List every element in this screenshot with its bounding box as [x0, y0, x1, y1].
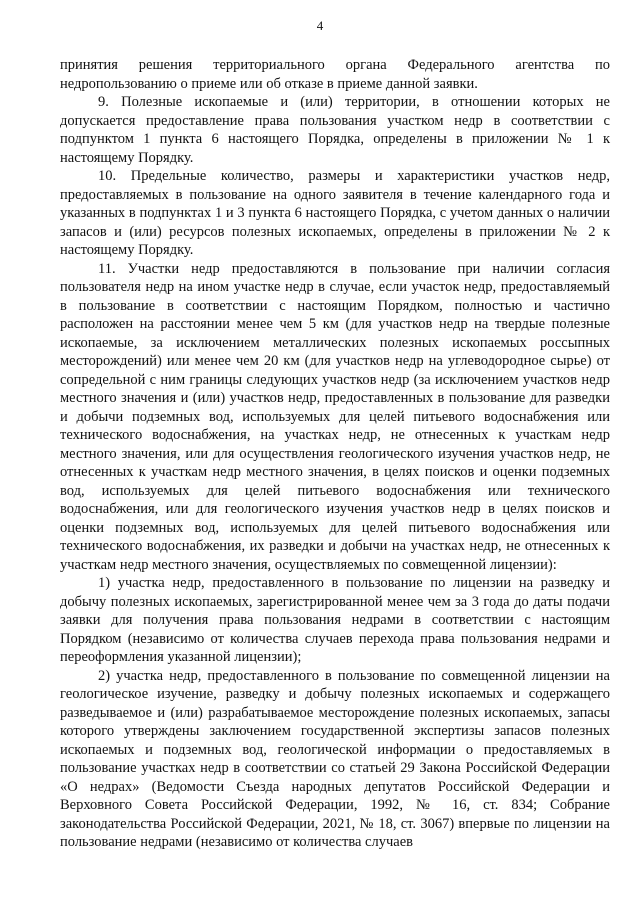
paragraph-11: 11. Участки недр предоставляются в пользование при наличии согласия пользователя недр на ином участке недр в случае, если участок недр, предоставляемый в пользование в соответствии с настоящим Порядком, полностью и частично расположен на расстоянии менее чем 5 км (для участков недр на твердые полезные ископаемые, за исключением металлических полезных ископаемых россыпных месторождений) или менее чем 20 км (для участков недр на углеводородное сырье) от сопредельной с ним границы следующих участков недр (за исключением участков недр местного значения и (или) участков недр, предоставленных в пользование для разведки и добычи подземных вод, используемых для целей питьевого водоснабжения или технического водоснабжения, на участках недр, не отнесенных к участкам недр местного значения, или для осуществления геологического изучения участков недр, не отнесенных к участкам недр местного значения, в целях поисков и оценки подземных вод, используемых для целей питьевого водоснабжения или технического водоснабжения, или для геологического изучения участков недр в целях поисков и оценки подземных вод, используемых для целей питьевого водоснабжения или технического водоснабжения, их разведки и добычи на участках недр, не отнесенных к участкам недр местного значения, осуществляемых по совмещенной лицензии):: [60, 260, 610, 573]
paragraph-10: 10. Предельные количество, размеры и характеристики участков недр, предоставляемых в пользование на одного заявителя в течение календарного года и указанных в подпунктах 1 и 3 пункта 6 настоящего Порядка, с учетом данных о наличии запасов и (или) ресурсов полезных ископаемых, определены в приложении № 2 к настоящему Порядку.: [60, 168, 610, 258]
page-number: 4: [316, 18, 324, 33]
subparagraph-2: 2) участка недр, предоставленного в пользование по совмещенной лицензии на геологическое изучение, разведку и добычу полезных ископаемых и содержащего разведываемое и (или) разрабатываемое месторождение полезных ископаемых, запасы которого утверждены заключением государственной экспертизы запасов полезных ископаемых и подземных вод, геологической информации о предоставляемых в пользование участках недр в соответствии со статьей 29 Закона Российской Федерации «О недрах» (Ведомости Съезда народных депутатов Российской Федерации и Верховного Совета Российской Федерации, 1992, № 16, ст. 834; Собрание законодательства Российской Федерации, 2021, № 18, ст. 3067) впервые по лицензии на пользование недрами (независимо от количества случаев: [60, 667, 610, 850]
paragraph-9: 9. Полезные ископаемые и (или) территории, в отношении которых не допускается предоставление права пользования участком недр в соответствии с подпунктом 1 пункта 6 настоящего Порядка, определены в приложении № 1 к настоящему Порядку.: [60, 94, 610, 166]
subparagraph-1: 1) участка недр, предоставленного в пользование по лицензии на разведку и добычу полезных ископаемых, зарегистрированной менее чем за 3 года до даты подачи заявки для получения права пользования недрами в соответствии с настоящим Порядком (независимо от количества случаев перехода права пользования недрами и переоформления указанной лицензии);: [60, 575, 610, 665]
document-body: [60, 56, 610, 852]
paragraph-continuation: принятия решения территориального органа Федерального агентства по недропользованию о приеме или об отказе в приеме данной заявки.: [60, 57, 610, 92]
